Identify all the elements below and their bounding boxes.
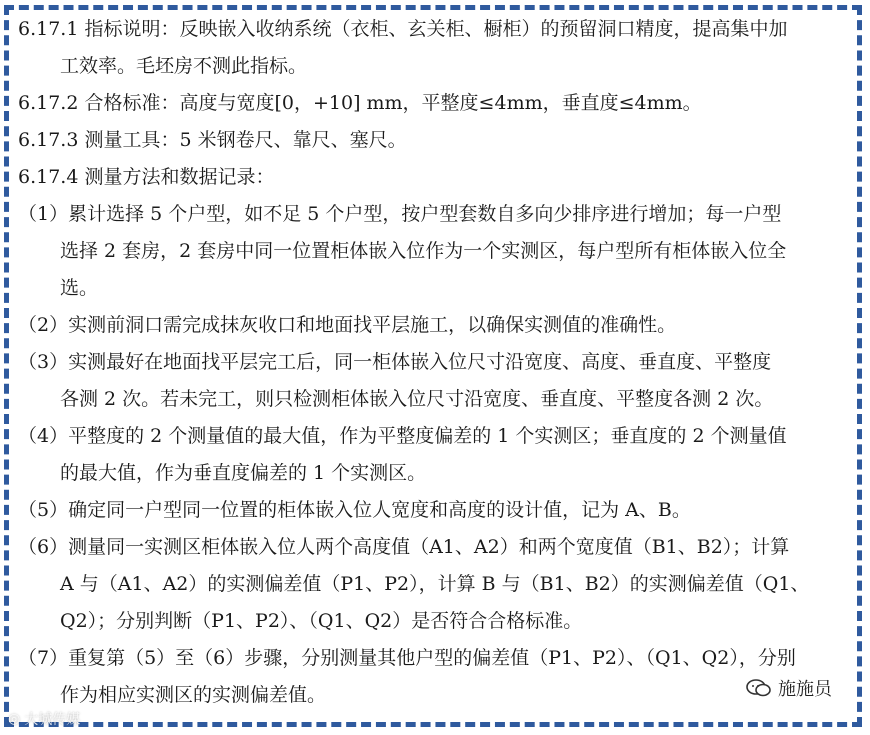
text-line: 工效率。毛坯房不测此指标。 bbox=[60, 55, 308, 77]
text-line: 选择 2 套房，2 套房中同一位置柜体嵌入位作为一个实测区，每户型所有柜体嵌入位全 bbox=[60, 240, 787, 262]
text-line: 选。 bbox=[60, 277, 99, 299]
media-logo-icon: ◎ bbox=[8, 711, 21, 727]
item-2 bbox=[18, 307, 856, 344]
text-line: A 与（A1、A2）的实测偏差值（P1、P2），计算 B 与（B1、B2）的实测偏差值（Q1、 bbox=[60, 573, 810, 595]
text-line: （1）累计选择 5 个户型，如不足 5 个户型，按户型套数自多向少排序进行增加；每一户型 bbox=[18, 203, 782, 225]
text-line: Q2）；分别判断（P1、P2）、（Q1、Q2）是否符合合格标准。 bbox=[60, 610, 583, 632]
wechat-watermark bbox=[746, 675, 832, 701]
text-line: （3）实测最好在地面找平层完工后，同一柜体嵌入位尺寸沿宽度、高度、垂直度、平整度 bbox=[18, 351, 772, 373]
item-3 bbox=[18, 344, 856, 418]
text-line: （4）平整度的 2 个测量值的最大值，作为平整度偏差的 1 个实测区；垂直度的 2 个测量值 bbox=[18, 425, 787, 447]
paragraph-6-17-2 bbox=[18, 85, 856, 122]
media-watermark bbox=[8, 709, 80, 729]
text-line: 6.17.2 合格标准：高度与宽度[0，+10] mm，平整度≤4mm，垂直度≤4mm。 bbox=[18, 92, 702, 114]
text-line: （2）实测前洞口需完成抹灰收口和地面找平层施工，以确保实测值的准确性。 bbox=[18, 314, 677, 336]
text-line: 各测 2 次。若未完工，则只检测柜体嵌入位尺寸沿宽度、垂直度、平整度各测 2 次。 bbox=[60, 388, 774, 410]
wechat-logo-icon bbox=[746, 678, 772, 698]
item-4 bbox=[18, 418, 856, 492]
text-line: 6.17.1 指标说明：反映嵌入收纳系统（衣柜、玄关柜、橱柜）的预留洞口精度，提高集中加 bbox=[18, 18, 788, 40]
text-line: 6.17.4 测量方法和数据记录： bbox=[18, 166, 275, 188]
paragraph-6-17-3 bbox=[18, 122, 856, 159]
item-1 bbox=[18, 196, 856, 307]
document-body bbox=[18, 11, 856, 714]
text-line: （7）重复第（5）至（6）步骤，分别测量其他户型的偏差值（P1、P2）、（Q1、Q2），分别 bbox=[18, 647, 796, 669]
text-line: 6.17.3 测量工具：5 米钢卷尺、靠尺、塞尺。 bbox=[18, 129, 407, 151]
watermark-text: 大城传媒 bbox=[24, 712, 81, 728]
watermark-text: 施施员 bbox=[778, 679, 832, 700]
text-line: （6）测量同一实测区柜体嵌入位人两个高度值（A1、A2）和两个宽度值（B1、B2）；计算 bbox=[18, 536, 790, 558]
text-line: （5）确定同一户型同一位置的柜体嵌入位人宽度和高度的设计值，记为 A、B。 bbox=[18, 499, 691, 521]
text-line: 作为相应实测区的实测偏差值。 bbox=[60, 684, 327, 706]
text-line: 的最大值，作为垂直度偏差的 1 个实测区。 bbox=[60, 462, 427, 484]
paragraph-6-17-1 bbox=[18, 11, 856, 85]
item-5 bbox=[18, 492, 856, 529]
item-7 bbox=[18, 640, 856, 714]
item-6 bbox=[18, 529, 856, 640]
paragraph-6-17-4 bbox=[18, 159, 856, 196]
